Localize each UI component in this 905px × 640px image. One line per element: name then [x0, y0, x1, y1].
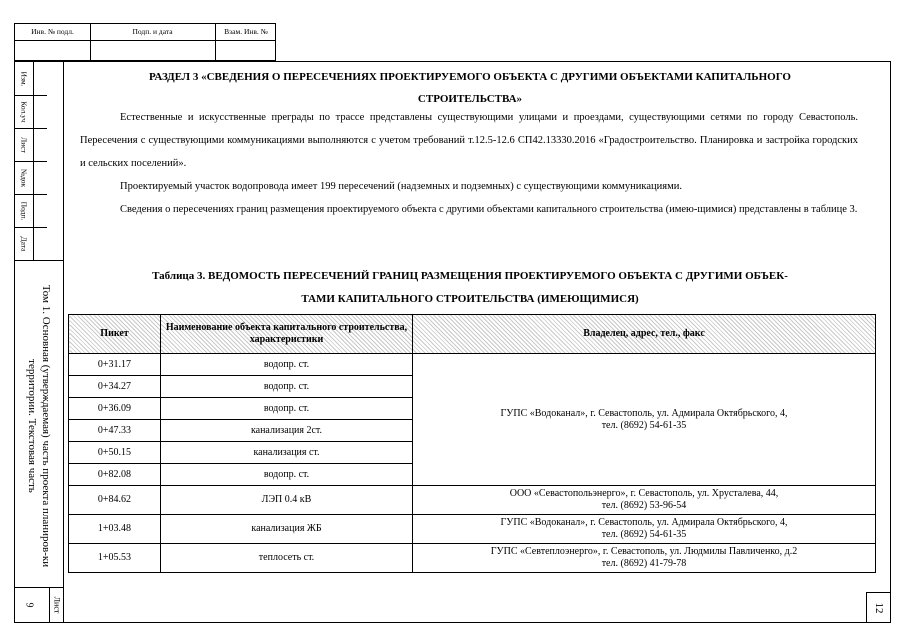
picket-cell: 0+50.15: [69, 442, 161, 464]
blank-cell: [33, 161, 47, 195]
stamp-replace-label: Взам. Инв. №: [224, 27, 268, 36]
owner-cell: [413, 544, 876, 573]
paragraph-2: Проектируемый участок водопровода имеет 199 пересечений (надземных и подземных) с существующими коммуникациями.: [120, 181, 682, 192]
volume-title-block: [15, 260, 63, 591]
picket-cell: 0+84.62: [69, 486, 161, 515]
stamp-sign-label: Подп. и дата: [90, 24, 216, 40]
picket-cell: 0+36.09: [69, 398, 161, 420]
blank-cell: [33, 194, 47, 228]
owner-phone: тел. (8692) 41-79-78: [601, 558, 687, 569]
label-izm: Изм.: [15, 62, 33, 96]
stamp-sign-cell: [90, 40, 216, 61]
owner-line: ООО «Севастопольэнерго», г. Севастополь, ул. Хрусталева, 44,: [509, 488, 779, 499]
header-owner: Владелец, адрес, тел., факс: [413, 315, 876, 354]
table-caption-line-1: Таблица 3. ВЕДОМОСТЬ ПЕРЕСЕЧЕНИЙ ГРАНИЦ РАЗМЕЩЕНИЯ ПРОЕКТИРУЕМОГО ОБЪЕКТА С ДРУГИМИ ОБЪЕК-: [152, 270, 788, 282]
sheet-cell: [15, 587, 63, 622]
section-title-line-1: РАЗДЕЛ 3 «СВЕДЕНИЯ О ПЕРЕСЕЧЕНИЯХ ПРОЕКТИРУЕМОГО ОБЪЕКТА С ДРУГИМИ ОБЪЕКТАМИ КАПИТАЛЬНОГО: [149, 71, 791, 83]
table-row: [69, 515, 876, 544]
section-title: [80, 66, 860, 110]
sheet-label-cell: [49, 588, 64, 622]
table-caption-line-2: ТАМИ КАПИТАЛЬНОГО СТРОИТЕЛЬСТВА (ИМЕЮЩИМИСЯ): [301, 293, 639, 305]
stamp-inv-cell: [15, 40, 91, 61]
picket-cell: 0+82.08: [69, 464, 161, 486]
blank-cell: [33, 227, 47, 261]
sheet-label: Лист: [52, 596, 62, 614]
picket-cell: 0+34.27: [69, 376, 161, 398]
label-kol: Кол.уч: [15, 95, 33, 129]
owner-line: ГУПС «Севтеплоэнерго», г. Севастополь, ул. Людмилы Павличенко, д.2: [490, 546, 798, 557]
object-cell: канализация ЖБ: [161, 515, 413, 544]
object-cell: водопр. ст.: [161, 376, 413, 398]
table-row: [69, 486, 876, 515]
intersections-table: [68, 314, 876, 573]
picket-cell: 0+47.33: [69, 420, 161, 442]
object-cell: водопр. ст.: [161, 464, 413, 486]
paragraph-1: Естественные и искусственные преграды по трассе представлены существующими улицами и проездами, существующими сетями по городу Севастополь. Пересечения с существующими коммуникациями выполняются с учетом требований т.12.5-12.6 СП42.13330.2016 «Градостроительство. Планировка и застройка городских и сельских поселений».: [80, 112, 858, 169]
stamp-inv-label: Инв. № подл.: [15, 24, 91, 40]
object-cell: канализация 2ст.: [161, 420, 413, 442]
owner-cell: [413, 354, 876, 486]
owner-phone: тел. (8692) 54-61-35: [601, 419, 687, 431]
object-cell: водопр. ст.: [161, 398, 413, 420]
object-cell: ЛЭП 0.4 кВ: [161, 486, 413, 515]
section-title-line-2: СТРОИТЕЛЬСТВА»: [417, 93, 523, 105]
header-object: Наименование объекта капитального строительства, характеристики: [161, 315, 413, 354]
sheet-number: 9: [23, 602, 35, 608]
table-row: [69, 544, 876, 573]
object-cell: теплосеть ст.: [161, 544, 413, 573]
picket-cell: 1+03.48: [69, 515, 161, 544]
page-number-box: [866, 592, 891, 623]
owner-cell: [413, 515, 876, 544]
owner-phone: тел. (8692) 54-61-35: [601, 529, 687, 540]
table-caption: [80, 265, 860, 311]
table-row: [69, 354, 876, 376]
approval-stamp: [14, 23, 276, 61]
owner-cell: [413, 486, 876, 515]
volume-title: Том 1. Основная (утверждаемая) часть проекта планиров-ки территории. Текстовая часть: [26, 284, 52, 568]
page-number: 12: [873, 602, 885, 614]
paragraph-3: Сведения о пересечениях границ размещения проектируемого объекта с другими объектами капитального строительства (имею-щимися) представлены в таблице 3.: [120, 204, 858, 215]
blank-cell: [33, 128, 47, 162]
label-data: Дата: [15, 227, 33, 261]
owner-phone: тел. (8692) 53-96-54: [601, 500, 687, 511]
owner-line: ГУПС «Водоканал», г. Севастополь, ул. Адмирала Октябрьского, 4,: [500, 407, 788, 419]
object-cell: канализация ст.: [161, 442, 413, 464]
label-podp: Подп.: [15, 194, 33, 228]
label-ndok: №док: [15, 161, 33, 195]
blank-cell: [33, 95, 47, 129]
picket-cell: 0+31.17: [69, 354, 161, 376]
blank-cell: [33, 62, 47, 96]
left-title-block: [14, 61, 63, 623]
owner-line: ГУПС «Водоканал», г. Севастополь, ул. Адмирала Октябрьского, 4,: [500, 517, 788, 528]
label-list: Лист: [15, 128, 33, 162]
picket-cell: 1+05.53: [69, 544, 161, 573]
header-picket: Пикет: [69, 315, 161, 354]
object-cell: водопр. ст.: [161, 354, 413, 376]
